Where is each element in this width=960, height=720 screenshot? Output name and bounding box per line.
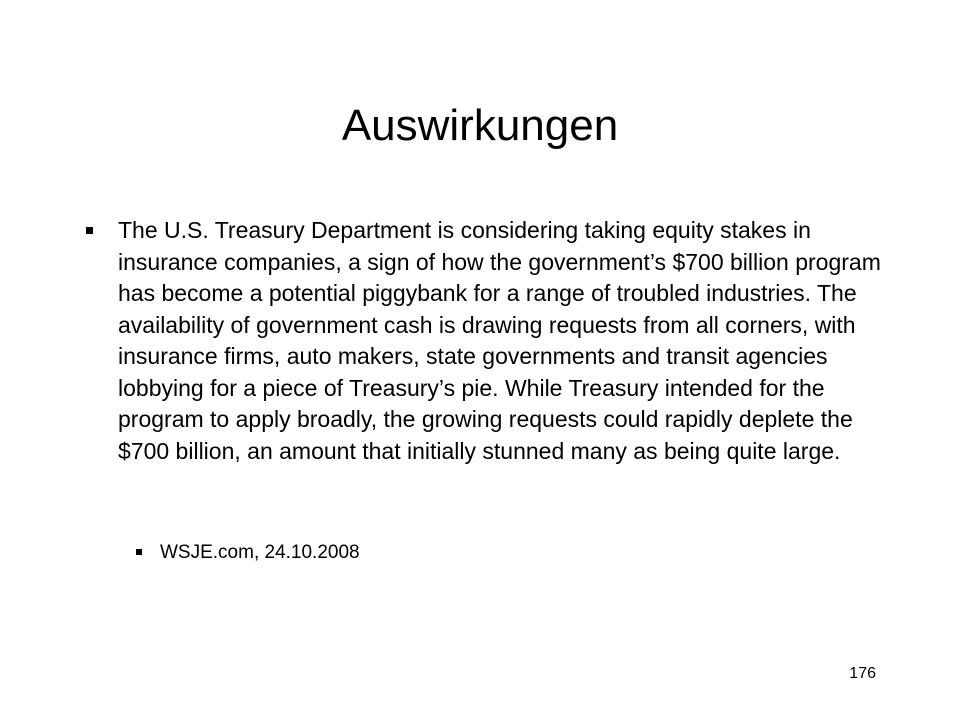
slide-title: Auswirkungen xyxy=(341,101,619,150)
page-number: 176 xyxy=(849,665,876,682)
bullet-text: The U.S. Treasury Department is considering taking equity stakes in insurance companies, a sign of how the government’s $700 billion program has become a potential piggybank for a range of troubled industries. The availability of government cash is drawing requests from all corners, with insurance firms, auto makers, state governments and transit agencies lobbying for a piece of Treasury’s pie. While Treasury intended for the program to apply broadly, the growing requests could rapidly deplete the $700 billion, an amount that initially stunned many as being quite large. xyxy=(118,217,881,464)
square-bullet-icon xyxy=(86,227,93,234)
square-bullet-icon xyxy=(136,549,142,555)
source-citation: WSJE.com, 24.10.2008 xyxy=(160,542,360,563)
